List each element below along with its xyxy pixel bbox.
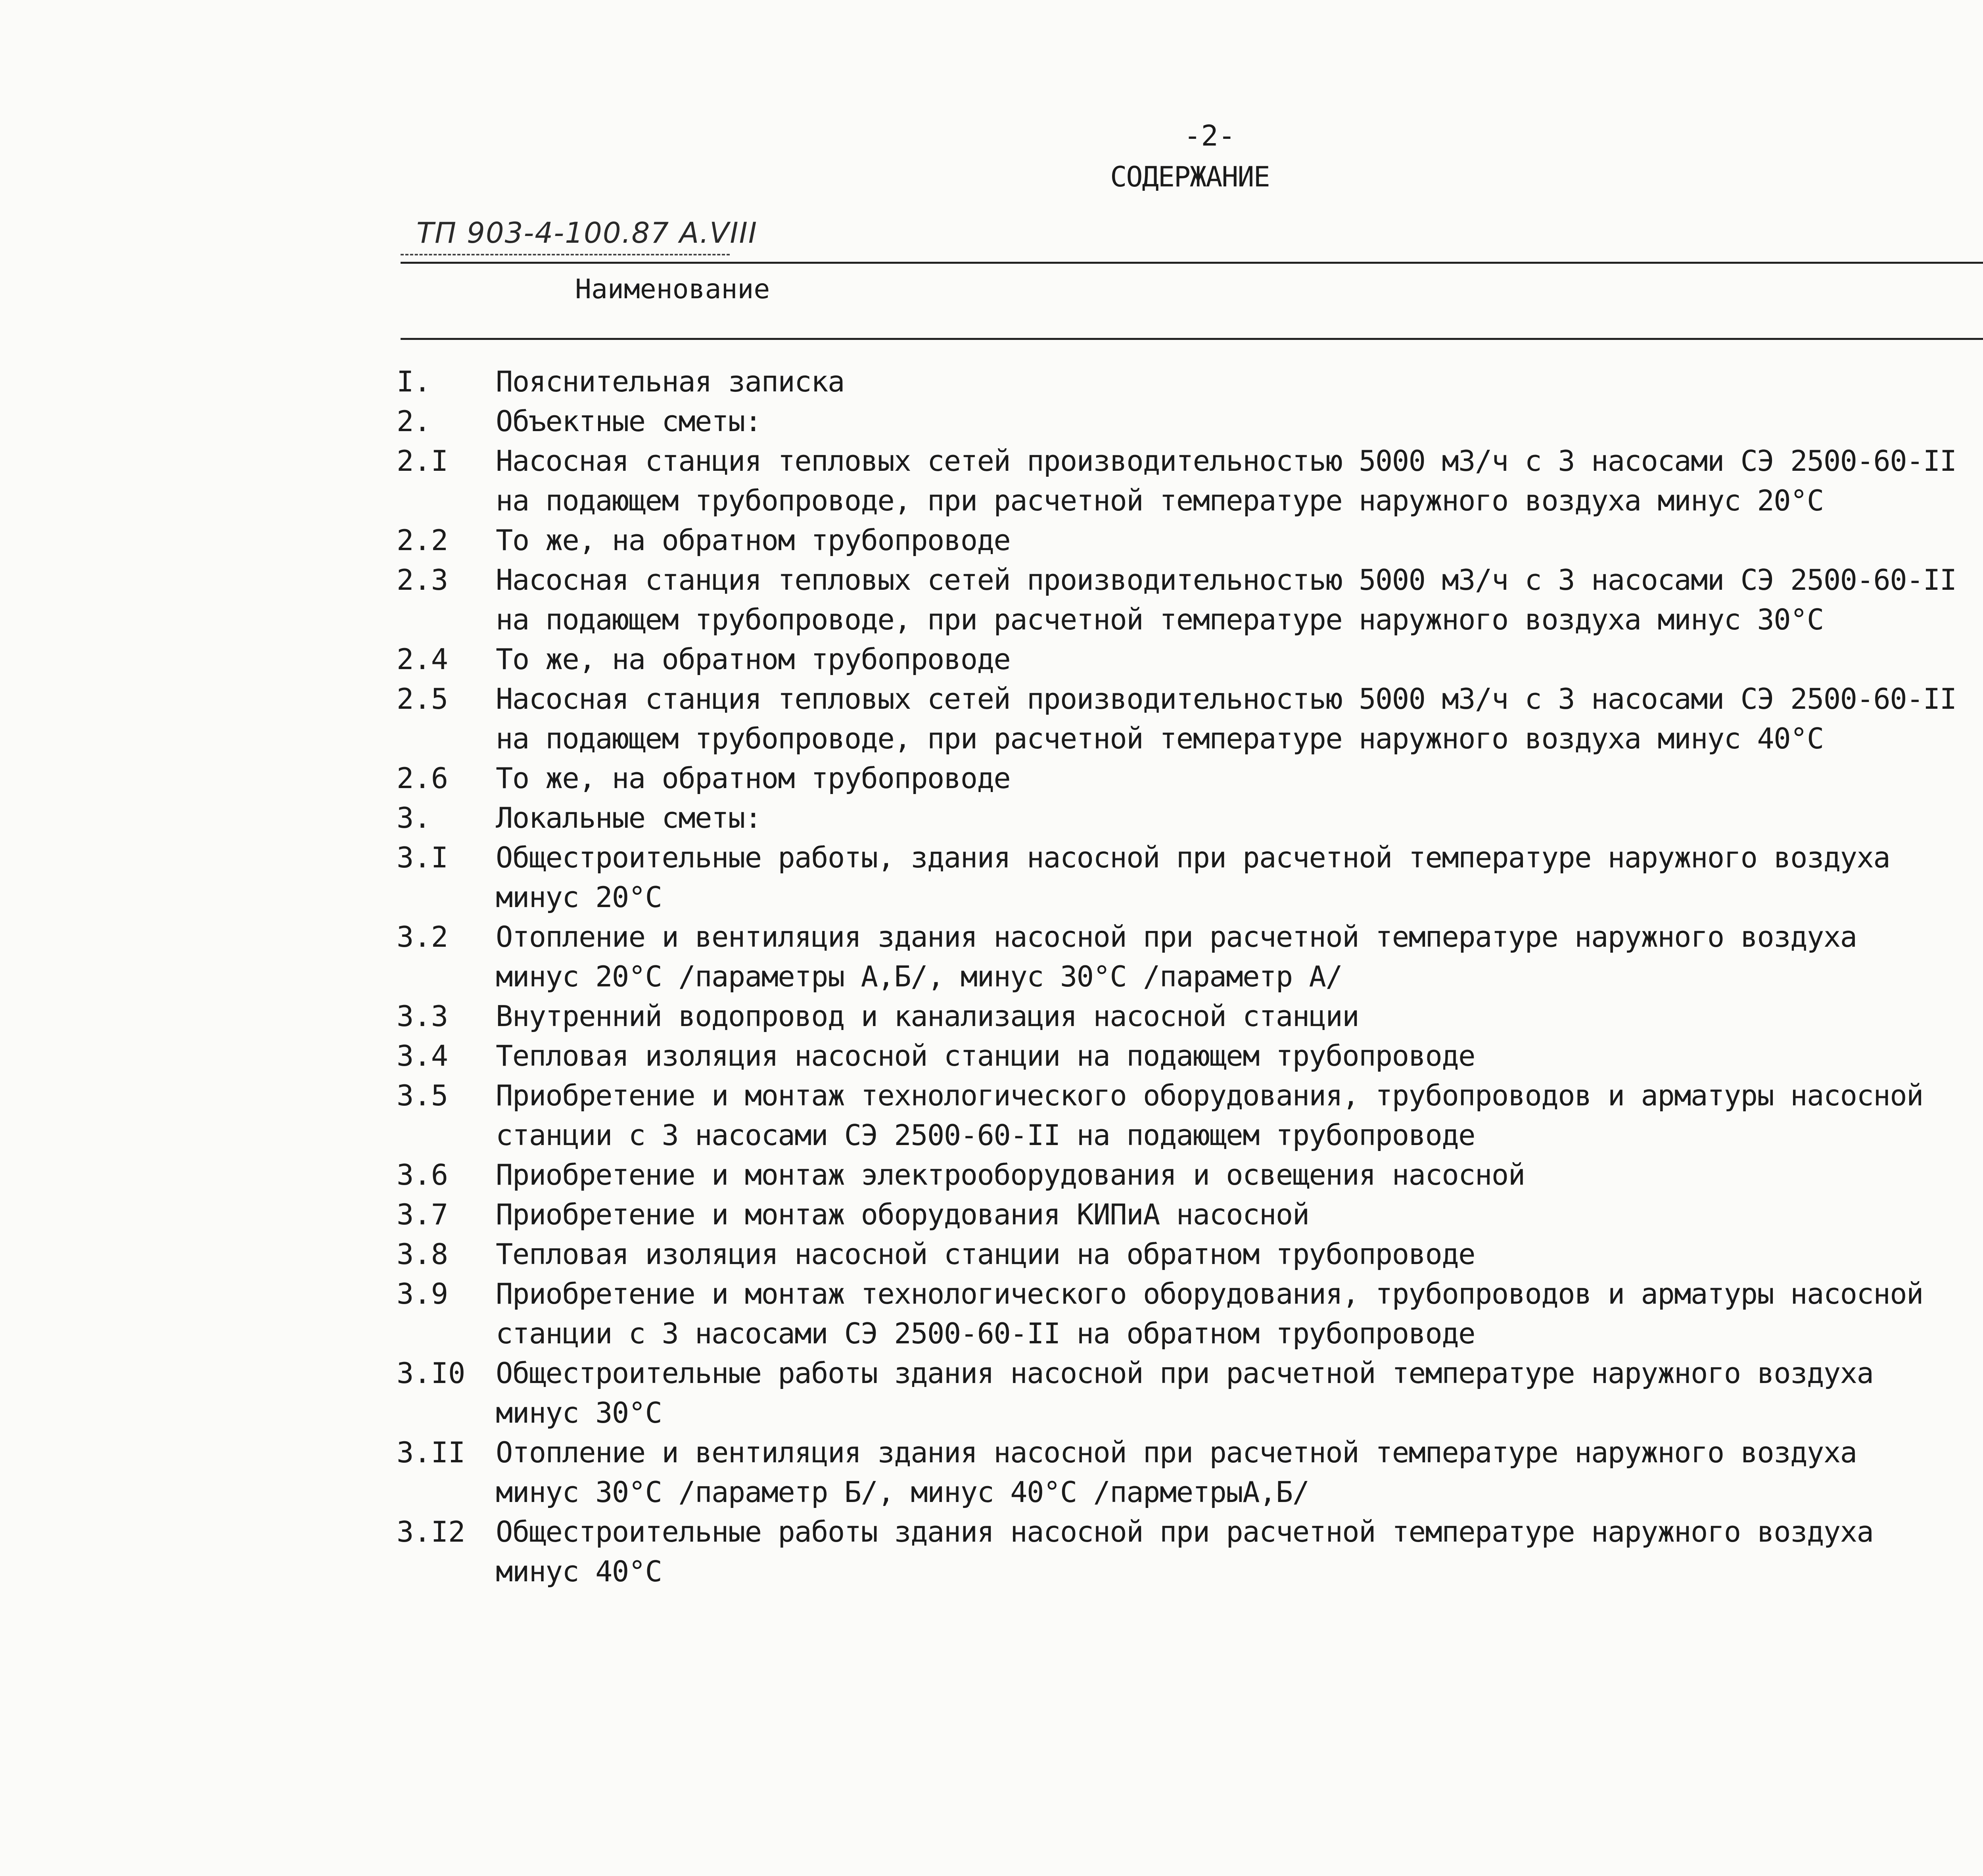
toc-row-title-line: Общестроительные работы, здания насосной при расчетной температуре наружного воздуха (496, 841, 1890, 874)
toc-row-number: 3.5 (397, 1079, 449, 1112)
toc-row-title-line: Внутренний водопровод и канализация насосной станции (496, 999, 1359, 1033)
toc-row-number: I. (397, 365, 431, 398)
toc-row-number: 3.9 (397, 1277, 449, 1310)
toc-row-title-line: То же, на обратном трубопроводе (496, 643, 1011, 676)
page-title: СОДЕРЖАНИЕ (1110, 161, 1270, 193)
toc-row-number: 2.2 (397, 524, 449, 557)
toc-row-number: 2.3 (397, 563, 449, 597)
toc-row-number: 2.4 (397, 643, 449, 676)
toc-row-number: 3.3 (397, 999, 449, 1033)
toc-row-title-line: То же, на обратном трубопроводе (496, 524, 1011, 557)
toc-row-title-line: Объектные сметы: (496, 405, 761, 438)
toc-row-title-line: То же, на обратном трубопроводе (496, 762, 1011, 795)
toc-row-title-line: на подающем трубопроводе, при расчетной температуре наружного воздуха минус 30°С (496, 603, 1824, 636)
toc-row-title-line: Приобретение и монтаж технологического оборудования, трубопроводов и арматуры насосной (496, 1277, 1923, 1310)
toc-row-number: 3.4 (397, 1039, 449, 1072)
toc-row-title-line: Насосная станция тепловых сетей производительностью 5000 м3/ч с 3 насосами СЭ 2500-60-II (496, 563, 1956, 597)
toc-row-title-line: минус 30°С (496, 1396, 662, 1429)
toc-row-number: 3.II (397, 1436, 466, 1469)
toc-row-title-line: станции с 3 насосами СЭ 2500-60-II на подающем трубопроводе (496, 1118, 1475, 1152)
toc-row-title-line: Общестроительные работы здания насосной при расчетной температуре наружного воздуха (496, 1356, 1874, 1390)
toc-row-number: 2.6 (397, 762, 449, 795)
toc-row-title-line: минус 30°С /параметр Б/, минус 40°С /парметрыА,Б/ (496, 1475, 1309, 1509)
document-code: ТП 903-4-100.87 А.VIII (416, 216, 758, 249)
column-header-name: Наименование (575, 274, 770, 305)
toc-row-title-line: Тепловая изоляция насосной станции на подающем трубопроводе (496, 1039, 1475, 1072)
toc-row-title-line: Приобретение и монтаж оборудования КИПиА насосной (496, 1198, 1309, 1231)
toc-row-title-line: Тепловая изоляция насосной станции на обратном трубопроводе (496, 1237, 1475, 1271)
toc-row-number: 3. (397, 801, 431, 834)
toc-row-number: 2.I (397, 444, 449, 478)
page-number: -2- (1183, 119, 1236, 152)
toc-row-title-line: станции с 3 насосами СЭ 2500-60-II на обратном трубопроводе (496, 1317, 1475, 1350)
toc-row-number: 3.I (397, 841, 449, 874)
toc-row-title-line: Пояснительная записка (496, 365, 844, 398)
toc-row-title-line: Насосная станция тепловых сетей производительностью 5000 м3/ч с 3 насосами СЭ 2500-60-II (496, 682, 1956, 715)
toc-row-number: 3.I2 (397, 1515, 466, 1548)
toc-row-title-line: Общестроительные работы здания насосной при расчетной температуре наружного воздуха (496, 1515, 1874, 1548)
toc-row-title-line: минус 20°С (496, 880, 662, 914)
toc-row-number: 2.5 (397, 682, 449, 715)
toc-row-number: 2. (397, 405, 431, 438)
toc-row-title-line: минус 40°С (496, 1555, 662, 1588)
toc-row-title-line: Насосная станция тепловых сетей производительностью 5000 м3/ч с 3 насосами СЭ 2500-60-II (496, 444, 1956, 478)
toc-row-number: 3.8 (397, 1237, 449, 1271)
toc-row-title-line: на подающем трубопроводе, при расчетной температуре наружного воздуха минус 40°С (496, 722, 1824, 755)
toc-row-title-line: Приобретение и монтаж электрооборудования и освещения насосной (496, 1158, 1525, 1191)
toc-row-number: 3.6 (397, 1158, 449, 1191)
toc-row-number: 3.I0 (397, 1356, 466, 1390)
toc-row-number: 3.7 (397, 1198, 449, 1231)
toc-row-title-line: Локальные сметы: (496, 801, 761, 834)
toc-row-title-line: минус 20°С /параметры А,Б/, минус 30°С /параметр А/ (496, 960, 1342, 993)
toc-row-title-line: на подающем трубопроводе, при расчетной температуре наружного воздуха минус 20°С (496, 484, 1824, 517)
toc-row-title-line: Приобретение и монтаж технологического оборудования, трубопроводов и арматуры насосной (496, 1079, 1923, 1112)
toc-row-title-line: Отопление и вентиляция здания насосной при расчетной температуре наружного воздуха (496, 920, 1857, 953)
toc-row-title-line: Отопление и вентиляция здания насосной при расчетной температуре наружного воздуха (496, 1436, 1857, 1469)
toc-row-number: 3.2 (397, 920, 449, 953)
